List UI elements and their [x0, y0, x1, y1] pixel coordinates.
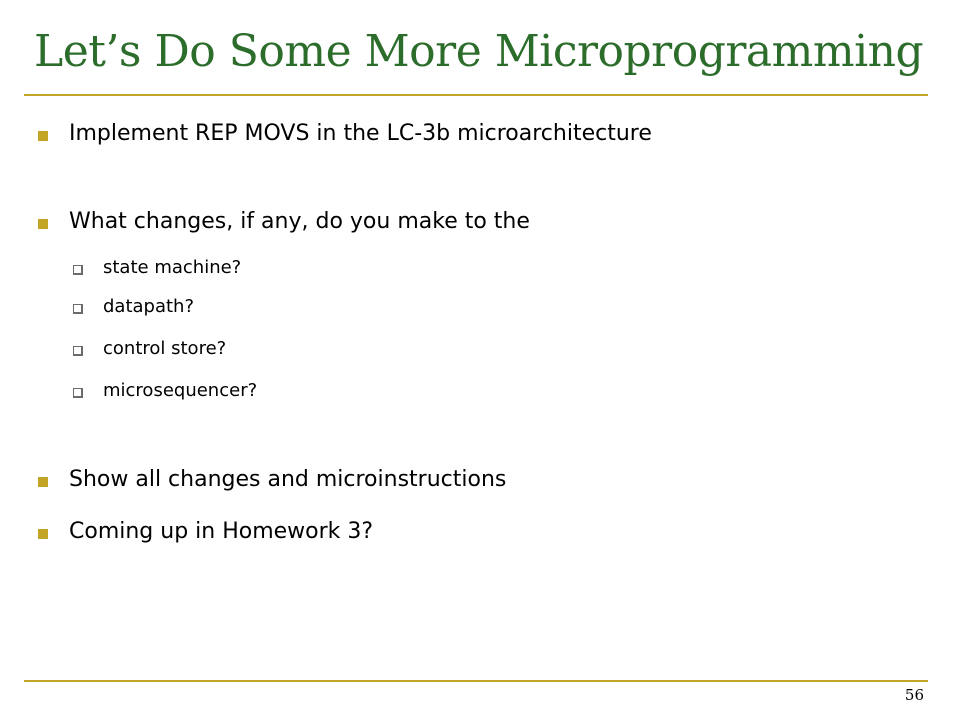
slide-title: Let’s Do Some More Microprogramming — [34, 26, 924, 77]
checkbox-bullet-icon — [73, 388, 83, 398]
checkbox-bullet-icon — [73, 304, 83, 314]
square-bullet-icon — [38, 131, 48, 141]
title-divider — [24, 94, 928, 96]
sub-bullet-text: state machine? — [103, 257, 242, 278]
sub-bullet-text: datapath? — [103, 296, 195, 317]
footer-divider — [24, 680, 928, 682]
bullet-text: Coming up in Homework 3? — [69, 519, 374, 544]
square-bullet-icon — [38, 477, 48, 487]
square-bullet-icon — [38, 529, 48, 539]
page-number: 56 — [904, 686, 924, 704]
checkbox-bullet-icon — [73, 346, 83, 356]
sub-bullet-text: microsequencer? — [103, 380, 258, 401]
square-bullet-icon — [38, 219, 48, 229]
sub-bullet-text: control store? — [103, 338, 227, 359]
bullet-text: Show all changes and microinstructions — [69, 467, 507, 492]
bullet-text: What changes, if any, do you make to the — [69, 209, 530, 234]
checkbox-bullet-icon — [73, 265, 83, 275]
bullet-text: Implement REP MOVS in the LC-3b microarchitecture — [69, 121, 652, 146]
